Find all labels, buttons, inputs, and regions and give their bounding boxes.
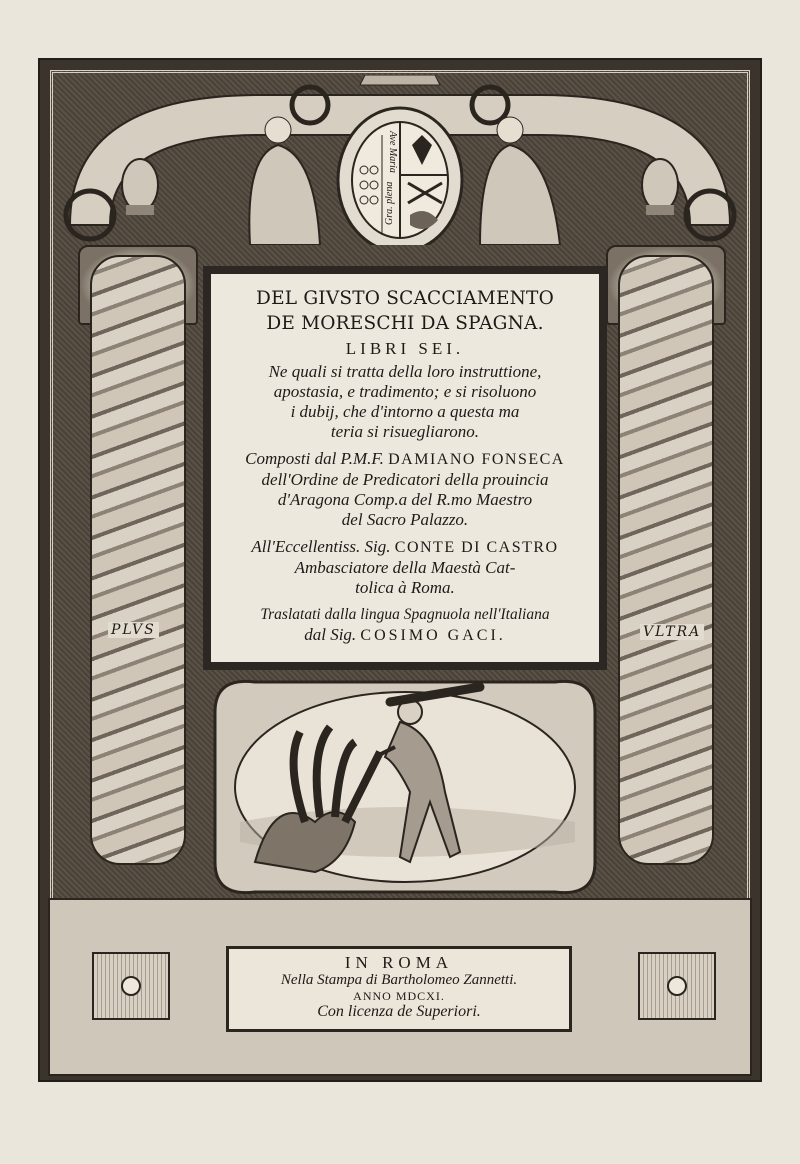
motto-right: VLTRA: [640, 624, 704, 640]
boss-ornament-icon: [667, 976, 687, 996]
shield-inscription-gra-plena: Gra. plena: [384, 181, 395, 225]
description-line: teria si risuegliarono.: [330, 422, 480, 441]
title-line-2: DE MORESCHI DA SPAGNA.: [266, 313, 544, 334]
dedication-prefix: All'Eccellentiss. Sig.: [251, 537, 391, 556]
description-line: apostasia, e tradimento; e si risoluono: [273, 382, 537, 401]
dedication-name: CONTE DI CASTRO: [394, 539, 559, 556]
seated-figure-right-icon: [480, 117, 560, 245]
author-detail: del Sacro Palazzo.: [341, 510, 469, 529]
imprint-place: IN ROMA: [344, 953, 454, 972]
description-line: i dubij, che d'intorno a questa ma: [290, 402, 520, 421]
dedication-detail: tolica à Roma.: [355, 578, 455, 597]
description-line: Ne quali si tratta della loro instruttione,: [268, 362, 542, 381]
translator-line: Traslatati dalla lingua Spagnuola nell'Italiana: [260, 606, 550, 623]
imprint-box: [226, 946, 572, 1032]
author-detail: d'Aragona Comp.a del R.mo Maestro: [277, 490, 533, 509]
author-line: [211, 449, 599, 470]
urn-right-icon: [642, 159, 678, 215]
author-name: DAMIANO FONSECA: [388, 451, 565, 468]
shield-inscription-ave-maria: Ave Maria: [387, 131, 398, 173]
urn-left-icon: [122, 159, 158, 215]
translator-prefix: dal Sig.: [304, 625, 357, 644]
author-detail: dell'Ordine de Predicatori della prouincia: [261, 470, 549, 489]
pediment-arch: [60, 75, 740, 245]
translator-credit: [211, 625, 599, 646]
author-prefix: Composti dal P.M.F.: [245, 449, 384, 468]
imprint-year: ANNO MDCXI.: [353, 989, 445, 1003]
boss-ornament-icon: [121, 976, 141, 996]
imprint-license: Con licenza de Superiori.: [317, 1003, 481, 1020]
pedestal-panel-right: [638, 952, 716, 1020]
title-line-1: DEL GIVSTO SCACCIAMENTO: [256, 288, 554, 309]
motto-left: PLVS: [108, 622, 159, 638]
imprint-printer: Nella Stampa di Bartholomeo Zannetti.: [280, 972, 518, 988]
pedestal-panel-left: [92, 952, 170, 1020]
hercules-hydra-vignette: [195, 672, 610, 900]
books-count: LIBRI SEI.: [345, 339, 465, 358]
column-left: [90, 255, 186, 865]
title-cartouche: [203, 266, 607, 670]
seated-figure-left-icon: [249, 117, 320, 245]
dedication-line: [211, 537, 599, 558]
dedication-detail: Ambasciatore della Maestà Cat-: [294, 558, 516, 577]
translator-name: COSIMO GACI.: [360, 627, 506, 644]
column-right: [618, 255, 714, 865]
